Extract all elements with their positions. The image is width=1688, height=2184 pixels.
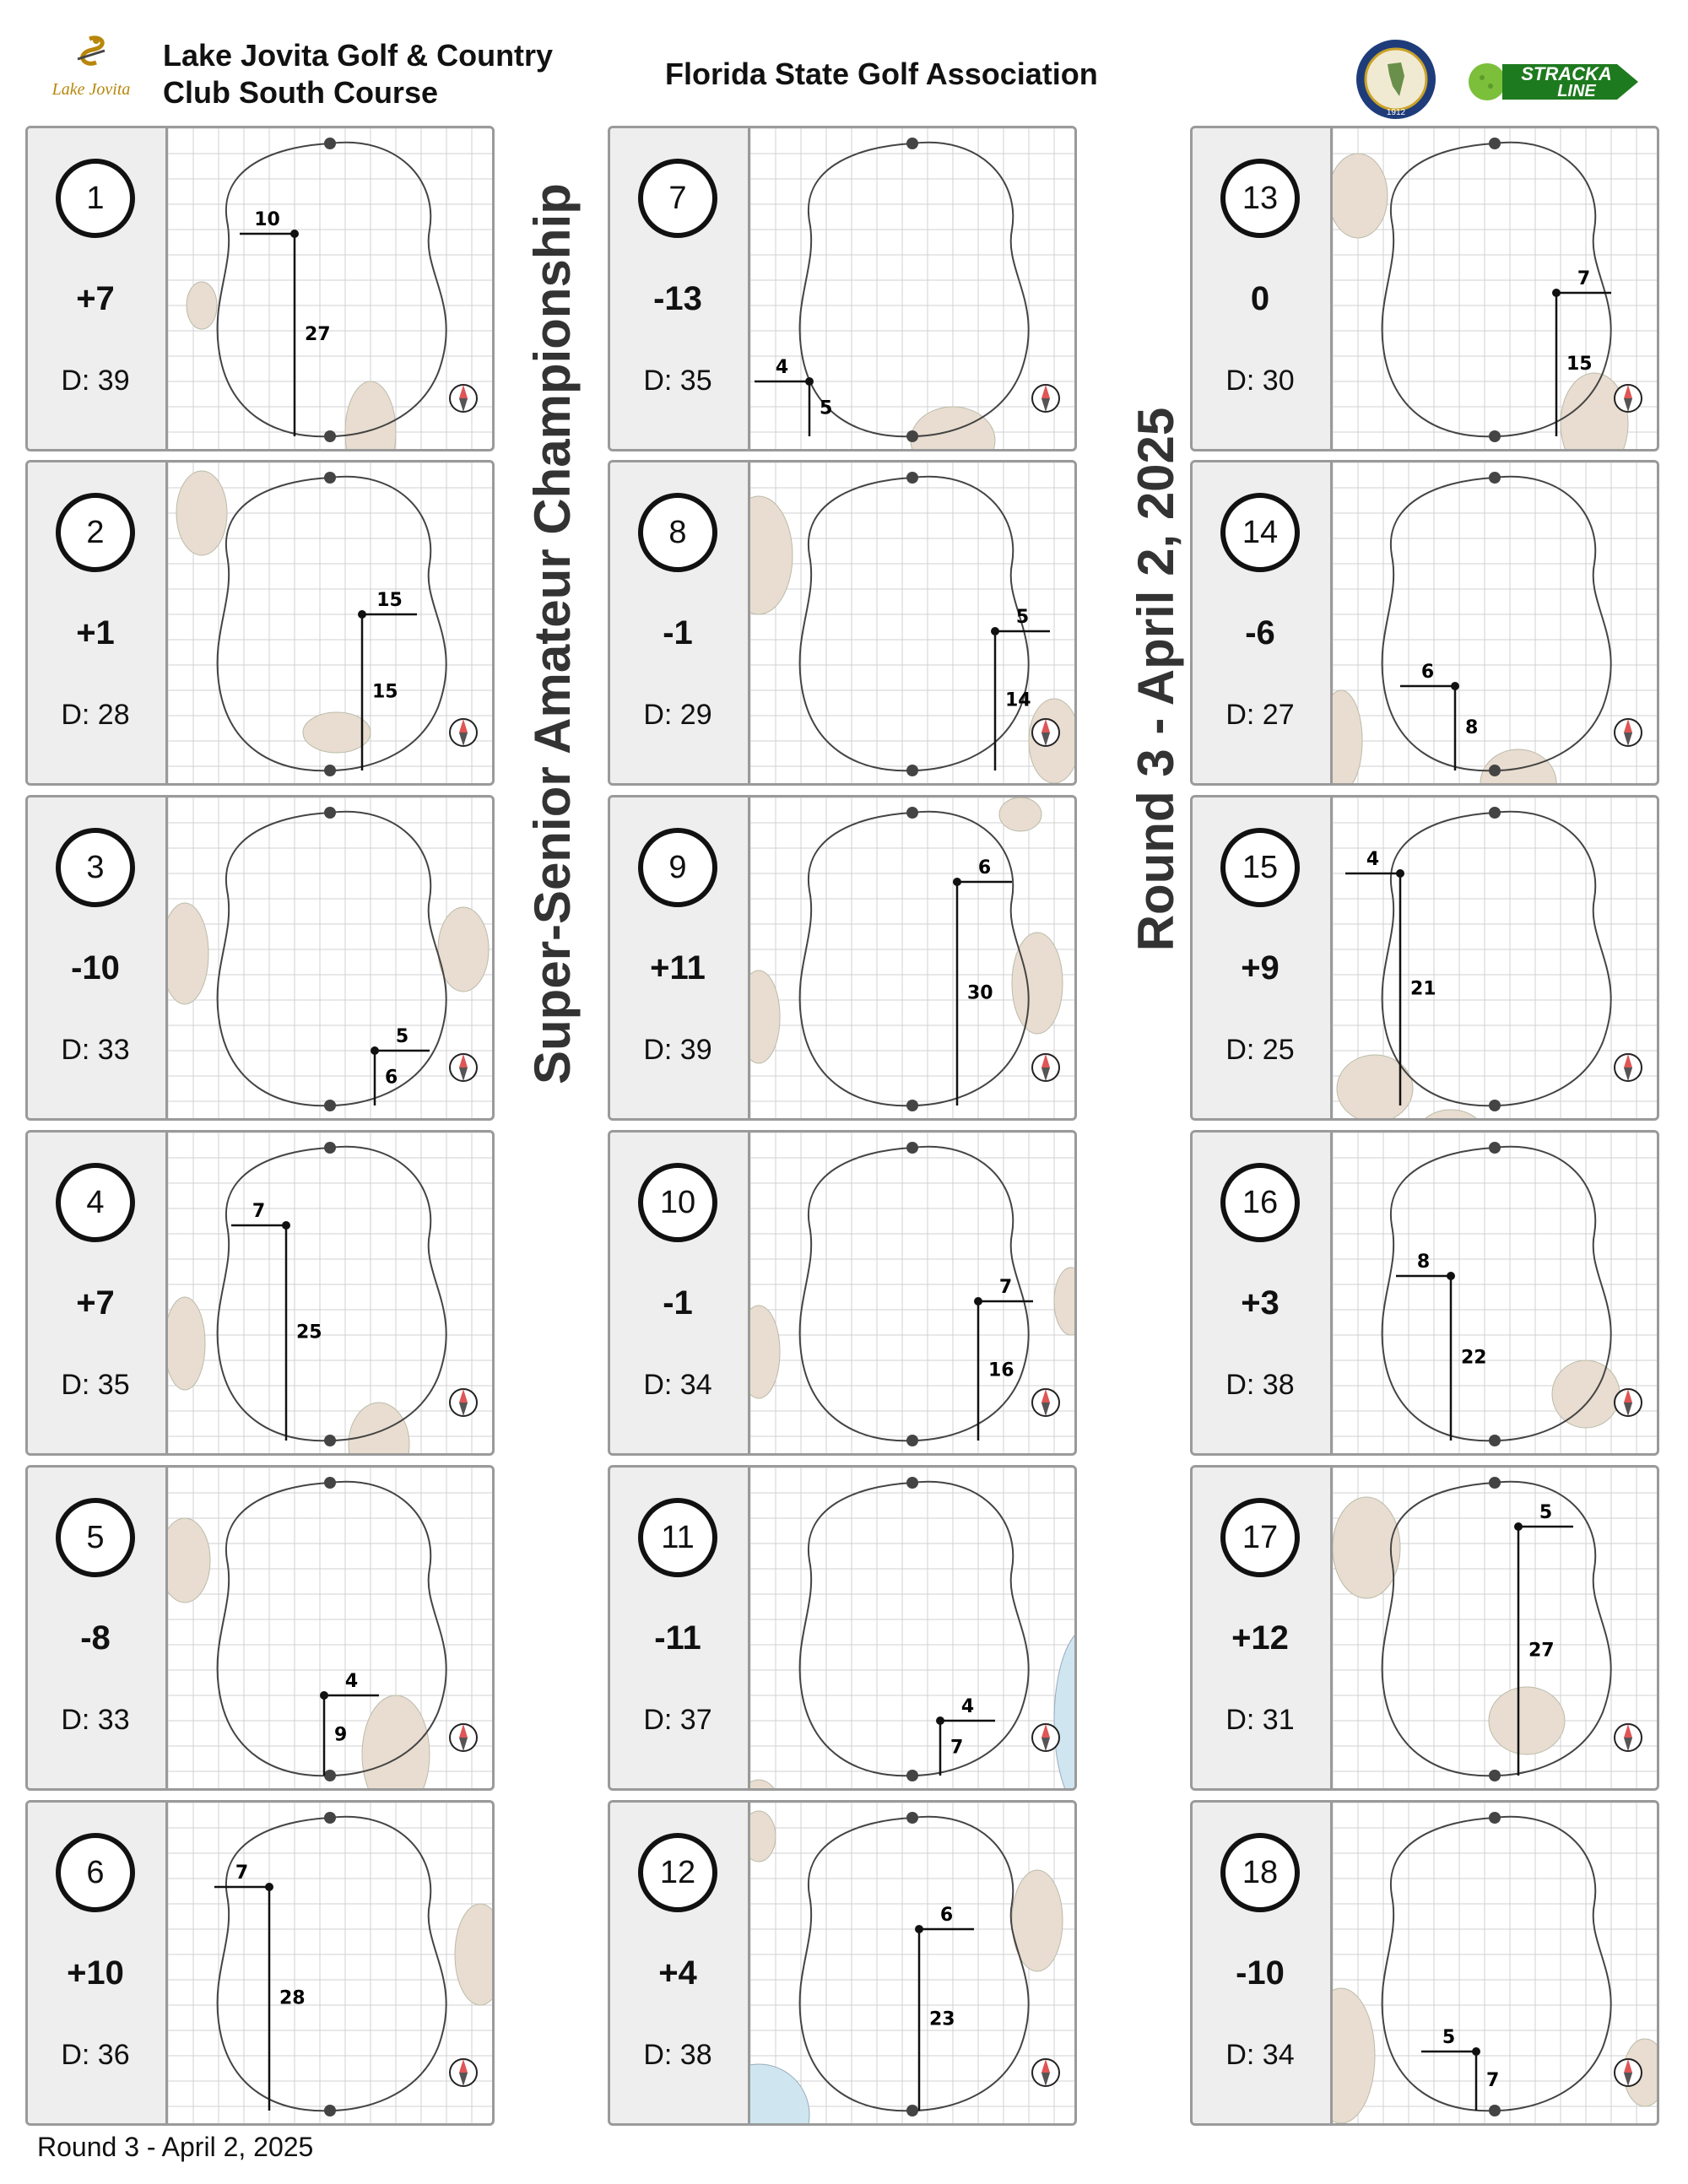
back-marker: [1489, 1142, 1501, 1154]
hole-info-panel: [28, 797, 168, 1118]
sand-bunker: [1337, 1055, 1413, 1118]
green-depth: D: 31: [1225, 1704, 1295, 1736]
sand-bunker: [750, 496, 793, 614]
back-marker: [906, 138, 918, 149]
pin-offset-value: -13: [653, 280, 702, 317]
hole-number: 3: [56, 828, 135, 907]
svg-text:LINE: LINE: [1557, 82, 1596, 100]
sand-bunker: [911, 407, 995, 449]
hole-number: 18: [1220, 1833, 1300, 1912]
front-marker: [906, 1435, 918, 1446]
depth-distance: 7: [950, 1737, 964, 1759]
compass-icon: [1032, 1054, 1059, 1081]
footer-round-date: Round 3 - April 2, 2025: [37, 2132, 314, 2162]
lake-jovita-logo-text: Lake Jovita: [51, 80, 131, 99]
sand-bunker: [438, 907, 489, 992]
across-distance: 4: [775, 357, 789, 378]
green-depth: D: 30: [1225, 365, 1295, 397]
green-diagram: [1333, 1133, 1657, 1453]
pin-offset-value: +4: [658, 1954, 697, 1992]
hole-card: [25, 1130, 495, 1456]
back-marker: [906, 1142, 918, 1154]
pin-offset-value: -11: [654, 1619, 701, 1657]
sand-bunker: [750, 1811, 776, 1862]
green-depth: D: 35: [61, 1369, 130, 1401]
sand-bunker: [168, 1297, 205, 1390]
green-outline: [800, 1817, 1029, 2111]
hole-info-panel: [1193, 1133, 1333, 1453]
green-depth: D: 34: [643, 1369, 712, 1401]
green-diagram: [168, 128, 492, 449]
sand-bunker: [1054, 1268, 1074, 1335]
compass-icon: [1615, 1054, 1642, 1081]
hole-card: [608, 1465, 1077, 1791]
pin-offset-value: +1: [76, 614, 115, 651]
depth-distance: 15: [1566, 354, 1593, 375]
back-marker: [906, 1477, 918, 1489]
hole-card: [1190, 460, 1659, 786]
hole-info-panel: [28, 1133, 168, 1453]
pin-offset-value: -1: [663, 614, 693, 651]
hole-number: 2: [56, 493, 135, 572]
across-distance: 5: [1539, 1502, 1553, 1523]
front-marker: [324, 765, 336, 776]
hole-card: [608, 1130, 1077, 1456]
green-depth: D: 33: [61, 1034, 130, 1066]
back-marker: [906, 472, 918, 484]
green-outline: [1382, 812, 1611, 1106]
pin-offset-value: +10: [67, 1954, 124, 1992]
sand-bunker: [1417, 1110, 1485, 1118]
pin-offset-value: +12: [1231, 1619, 1289, 1657]
compass-icon: [1615, 385, 1642, 412]
hole-number: 5: [56, 1498, 135, 1577]
depth-distance: 15: [372, 681, 398, 703]
across-distance: 5: [1015, 607, 1030, 628]
sand-bunker: [1552, 1360, 1620, 1428]
stracka-line-logo: [1465, 52, 1647, 111]
compass-icon: [1032, 2059, 1059, 2086]
back-marker: [324, 138, 336, 149]
hole-card: [608, 460, 1077, 786]
green-diagram: [750, 462, 1074, 783]
association-name: Florida State Golf Association: [665, 57, 1098, 91]
back-marker: [324, 1142, 336, 1154]
hole-number: 10: [638, 1163, 717, 1242]
hole-number: 7: [638, 159, 717, 238]
hole-card: [1190, 1465, 1659, 1791]
depth-distance: 9: [334, 1724, 348, 1746]
across-distance: 7: [1577, 268, 1591, 289]
back-marker: [324, 1477, 336, 1489]
depth-distance: 6: [385, 1067, 398, 1089]
across-distance: 4: [1366, 849, 1380, 870]
pin-offset-value: -1: [663, 1284, 693, 1322]
pin-location: [915, 1925, 923, 1933]
front-marker: [1489, 1770, 1501, 1781]
pin-location: [290, 230, 299, 238]
pin-offset-value: +7: [76, 1284, 115, 1322]
hole-number: 6: [56, 1833, 135, 1912]
pin-location: [282, 1221, 290, 1230]
green-diagram: [168, 1468, 492, 1788]
hole-number: 12: [638, 1833, 717, 1912]
sand-bunker: [187, 282, 217, 329]
pin-location: [953, 878, 961, 886]
sand-bunker: [303, 712, 371, 753]
depth-distance: 21: [1410, 978, 1436, 1000]
golfer-icon: [41, 34, 142, 76]
hole-number: 17: [1220, 1498, 1300, 1577]
depth-distance: 8: [1465, 717, 1479, 738]
sand-bunker: [1333, 1988, 1375, 2123]
hole-card: [25, 460, 495, 786]
green-depth: D: 28: [61, 699, 130, 731]
sand-bunker: [168, 903, 208, 1004]
across-distance: 7: [998, 1277, 1013, 1298]
back-marker: [324, 807, 336, 819]
water-hazard: [1054, 1628, 1074, 1788]
pin-location: [320, 1691, 328, 1700]
hole-number: 15: [1220, 828, 1300, 907]
hole-number: 13: [1220, 159, 1300, 238]
pin-location: [1447, 1272, 1455, 1280]
green-diagram: [750, 128, 1074, 449]
pin-offset-value: +3: [1241, 1284, 1280, 1322]
green-diagram: [1333, 462, 1657, 783]
pin-offset-value: +11: [650, 949, 706, 987]
pin-location: [1472, 2047, 1480, 2056]
front-marker: [324, 1770, 336, 1781]
hole-info-panel: [610, 1468, 750, 1788]
hole-number: 11: [638, 1498, 717, 1577]
pin-location: [1451, 682, 1459, 690]
fsga-seal-logo: [1354, 37, 1438, 122]
green-diagram: [1333, 128, 1657, 449]
across-distance: 7: [252, 1201, 266, 1222]
green-outline: [800, 1482, 1029, 1776]
green-diagram: [168, 797, 492, 1118]
compass-icon: [1032, 719, 1059, 746]
sand-bunker: [1489, 1687, 1565, 1754]
front-marker: [1489, 2105, 1501, 2116]
green-diagram: [750, 1133, 1074, 1453]
green-depth: D: 36: [61, 2039, 130, 2071]
pin-location: [991, 627, 999, 635]
depth-distance: 14: [1005, 689, 1031, 711]
green-depth: D: 35: [643, 365, 712, 397]
sand-bunker: [168, 1518, 210, 1603]
sand-bunker: [999, 797, 1041, 831]
hole-info-panel: [28, 1803, 168, 2123]
compass-icon: [450, 385, 477, 412]
pin-location: [936, 1716, 944, 1725]
depth-distance: 30: [967, 982, 993, 1004]
green-outline: [218, 1817, 446, 2111]
front-marker: [906, 1770, 918, 1781]
depth-distance: 22: [1461, 1347, 1487, 1369]
front-marker: [324, 1100, 336, 1111]
pin-location: [1514, 1522, 1523, 1531]
hole-number: 14: [1220, 493, 1300, 572]
green-depth: D: 39: [61, 365, 130, 397]
depth-distance: 23: [929, 2008, 955, 2030]
hole-number: 1: [56, 159, 135, 238]
green-depth: D: 38: [1225, 1369, 1295, 1401]
compass-icon: [450, 1724, 477, 1751]
depth-distance: 16: [988, 1360, 1014, 1381]
lake-jovita-logo: [41, 34, 142, 98]
compass-icon: [1615, 1724, 1642, 1751]
back-marker: [1489, 138, 1501, 149]
green-depth: D: 29: [643, 699, 712, 731]
across-distance: 4: [344, 1671, 359, 1692]
compass-icon: [1615, 2059, 1642, 2086]
hole-info-panel: [1193, 128, 1333, 449]
across-distance: 6: [1420, 662, 1435, 683]
green-diagram: [1333, 1803, 1657, 2123]
event-title: Super-Senior Amateur Championship: [524, 183, 581, 1084]
front-marker: [906, 765, 918, 776]
green-depth: D: 34: [1225, 2039, 1295, 2071]
depth-distance: 25: [296, 1322, 322, 1343]
pin-offset-value: -6: [1245, 614, 1275, 651]
front-marker: [324, 2105, 336, 2116]
front-marker: [324, 430, 336, 442]
sand-bunker: [1561, 373, 1628, 449]
green-diagram: [1333, 797, 1657, 1118]
across-distance: 6: [939, 1905, 954, 1926]
green-outline: [1382, 1817, 1611, 2111]
svg-text:1912: 1912: [1386, 108, 1406, 117]
front-marker: [324, 1435, 336, 1446]
compass-icon: [450, 2059, 477, 2086]
front-marker: [906, 1100, 918, 1111]
sand-bunker: [750, 1780, 784, 1788]
hole-info-panel: [610, 128, 750, 449]
back-marker: [906, 1812, 918, 1824]
sand-bunker: [455, 1904, 492, 2005]
sand-bunker: [345, 381, 396, 449]
hole-card: [1190, 1130, 1659, 1456]
green-outline: [800, 1147, 1029, 1441]
hole-card: [608, 126, 1077, 451]
pin-offset-value: +7: [76, 280, 115, 317]
front-marker: [906, 430, 918, 442]
green-diagram: [750, 1468, 1074, 1788]
green-depth: D: 25: [1225, 1034, 1295, 1066]
front-marker: [1489, 765, 1501, 776]
pin-location: [265, 1883, 273, 1891]
back-marker: [906, 807, 918, 819]
hole-info-panel: [28, 1468, 168, 1788]
front-marker: [1489, 1100, 1501, 1111]
green-diagram: [1333, 1468, 1657, 1788]
pin-offset-value: -8: [80, 1619, 111, 1657]
compass-icon: [450, 1389, 477, 1416]
back-marker: [1489, 472, 1501, 484]
green-outline: [218, 1147, 446, 1441]
pin-location: [371, 1046, 379, 1055]
round-title: Round 3 - April 2, 2025: [1128, 407, 1184, 952]
pin-location: [1552, 289, 1561, 297]
green-depth: D: 33: [61, 1704, 130, 1736]
pin-location: [805, 377, 814, 386]
sand-bunker: [1333, 154, 1388, 238]
sand-bunker: [1012, 933, 1063, 1034]
hole-card: [1190, 1800, 1659, 2126]
pin-offset-value: -10: [1236, 1954, 1285, 1992]
pin-location: [974, 1297, 982, 1306]
svg-text:STRACKA: STRACKA: [1521, 63, 1612, 84]
course-name-line2: Club South Course: [163, 75, 438, 110]
hole-info-panel: [28, 462, 168, 783]
hole-info-panel: [1193, 1803, 1333, 2123]
depth-distance: 5: [820, 397, 833, 419]
green-outline: [218, 812, 446, 1106]
pin-location: [1396, 869, 1404, 878]
hole-info-panel: [28, 128, 168, 449]
across-distance: 10: [254, 209, 280, 230]
depth-distance: 27: [1528, 1640, 1555, 1662]
back-marker: [324, 1812, 336, 1824]
hole-info-panel: [610, 1803, 750, 2123]
green-diagram: [168, 1133, 492, 1453]
hole-info-panel: [1193, 462, 1333, 783]
green-diagram: [750, 797, 1074, 1118]
across-distance: 15: [376, 590, 403, 611]
hole-card: [608, 795, 1077, 1121]
across-distance: 7: [235, 1862, 249, 1884]
front-marker: [1489, 1435, 1501, 1446]
compass-icon: [1032, 1389, 1059, 1416]
compass-icon: [1615, 1389, 1642, 1416]
compass-icon: [1032, 1724, 1059, 1751]
compass-icon: [450, 719, 477, 746]
green-diagram: [168, 462, 492, 783]
compass-icon: [450, 1054, 477, 1081]
hole-info-panel: [610, 462, 750, 783]
back-marker: [1489, 807, 1501, 819]
across-distance: 4: [960, 1696, 975, 1717]
green-outline: [1382, 477, 1611, 770]
across-distance: 5: [395, 1026, 409, 1047]
hole-info-panel: [610, 1133, 750, 1453]
hole-info-panel: [1193, 797, 1333, 1118]
hole-number: 8: [638, 493, 717, 572]
depth-distance: 28: [279, 1987, 306, 2009]
sand-bunker: [349, 1403, 409, 1453]
green-depth: D: 37: [643, 1704, 712, 1736]
pin-offset-value: +9: [1241, 949, 1280, 987]
depth-distance: 7: [1486, 2070, 1500, 2091]
compass-icon: [1032, 385, 1059, 412]
green-outline: [218, 143, 446, 436]
hole-info-panel: [610, 797, 750, 1118]
hole-info-panel: [1193, 1468, 1333, 1788]
green-depth: D: 39: [643, 1034, 712, 1066]
green-depth: D: 27: [1225, 699, 1295, 731]
hole-card: [25, 1800, 495, 2126]
pin-offset-value: -10: [71, 949, 120, 987]
sand-bunker: [176, 471, 227, 555]
green-diagram: [750, 1803, 1074, 2123]
depth-distance: 27: [305, 324, 331, 345]
green-outline: [800, 143, 1029, 436]
front-marker: [906, 2105, 918, 2116]
hole-card: [25, 126, 495, 451]
green-depth: D: 38: [643, 2039, 712, 2071]
hole-card: [25, 1465, 495, 1791]
across-distance: 8: [1416, 1251, 1431, 1273]
compass-icon: [1615, 719, 1642, 746]
back-marker: [1489, 1477, 1501, 1489]
hole-card: [608, 1800, 1077, 2126]
pin-location: [358, 610, 366, 619]
across-distance: 6: [977, 857, 992, 878]
green-diagram: [168, 1803, 492, 2123]
hole-number: 4: [56, 1163, 135, 1242]
across-distance: 5: [1442, 2027, 1456, 2048]
green-outline: [800, 812, 1029, 1106]
back-marker: [1489, 1812, 1501, 1824]
hole-card: [1190, 126, 1659, 451]
pin-offset-value: 0: [1250, 280, 1270, 317]
front-marker: [1489, 430, 1501, 442]
back-marker: [324, 472, 336, 484]
hole-number: 16: [1220, 1163, 1300, 1242]
hole-card: [25, 795, 495, 1121]
course-name-line1: Lake Jovita Golf & Country: [163, 38, 554, 73]
hole-card: [1190, 795, 1659, 1121]
hole-number: 9: [638, 828, 717, 907]
